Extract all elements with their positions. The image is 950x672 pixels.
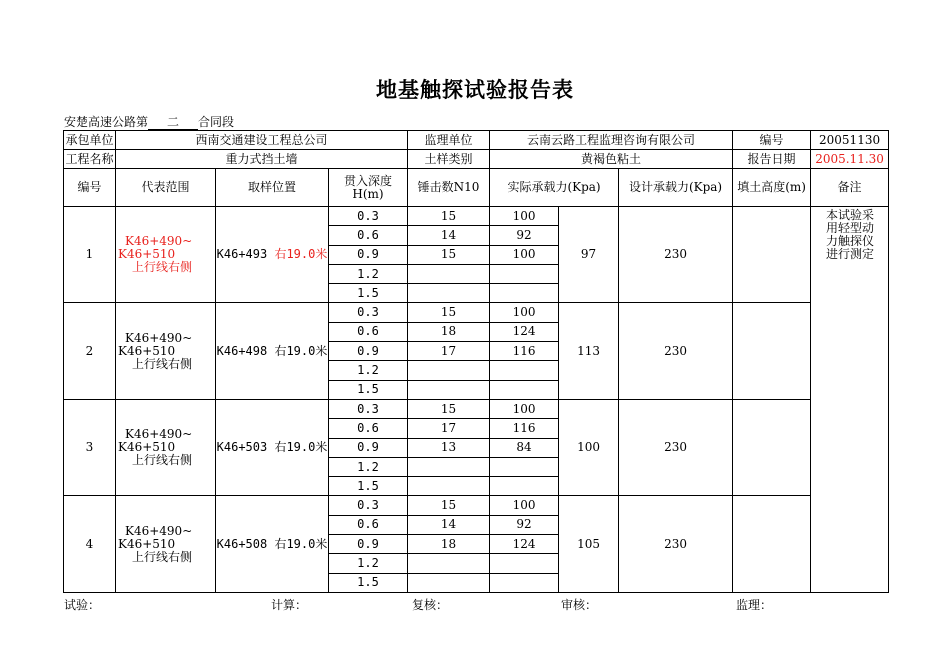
measured-capacity: 100 — [490, 399, 559, 418]
col-header-actual-capacity: 实际承载力(Kpa) — [490, 169, 619, 207]
sample-location — [216, 303, 329, 399]
footer-calc: 计算： — [271, 598, 308, 612]
blow-count — [408, 361, 490, 380]
penetration-depth: 1.2 — [329, 361, 408, 380]
actual-capacity: 113 — [559, 303, 619, 399]
table-row — [64, 496, 889, 515]
col-header-remark: 备注 — [811, 169, 889, 207]
footer-supervise: 监理： — [736, 598, 773, 612]
info-row-2 — [64, 150, 889, 169]
test-point-number: 4 — [64, 496, 116, 592]
blow-count: 17 — [408, 342, 490, 361]
measured-capacity — [490, 361, 559, 380]
fill-height — [733, 496, 811, 592]
blow-count: 18 — [408, 535, 490, 554]
blow-count: 15 — [408, 207, 490, 226]
blow-count: 14 — [408, 226, 490, 245]
report-title: 地基触探试验报告表 — [376, 77, 574, 102]
blow-count: 18 — [408, 322, 490, 341]
measured-capacity: 92 — [490, 226, 559, 245]
blow-count — [408, 380, 490, 399]
col-header-fill-height: 填土高度(m) — [733, 169, 811, 207]
design-capacity: 230 — [619, 207, 733, 303]
column-header-row — [64, 169, 889, 207]
measured-capacity: 116 — [490, 342, 559, 361]
penetration-depth: 1.5 — [329, 477, 408, 496]
range-side: 上行线右侧 — [132, 453, 193, 468]
measured-capacity — [490, 380, 559, 399]
fill-height — [733, 207, 811, 303]
footer-audit: 审核： — [561, 598, 598, 612]
range-side: 上行线右侧 — [132, 260, 193, 275]
table-row — [64, 303, 889, 322]
soil-type-value: 黄褐色粘土 — [490, 150, 733, 169]
location-station: K46+498 — [216, 343, 268, 358]
sample-location — [216, 207, 329, 303]
range-start: K46+490~ — [125, 234, 193, 249]
blow-count: 15 — [408, 303, 490, 322]
section-number: 二 — [148, 116, 198, 130]
design-capacity: 230 — [619, 496, 733, 592]
location-offset: 右19.0米 — [274, 247, 328, 262]
test-report-table — [63, 130, 889, 593]
range-start: K46+490~ — [125, 427, 193, 442]
penetration-depth: 0.6 — [329, 226, 408, 245]
location-station: K46+493 — [216, 247, 268, 262]
blow-count — [408, 284, 490, 303]
penetration-depth: 0.6 — [329, 419, 408, 438]
penetration-depth: 1.5 — [329, 573, 408, 592]
sample-location — [216, 399, 329, 495]
representative-range — [116, 207, 216, 303]
measured-capacity — [490, 457, 559, 476]
range-side: 上行线右侧 — [132, 356, 193, 371]
blow-count — [408, 573, 490, 592]
measured-capacity: 100 — [490, 245, 559, 264]
contractor-label: 承包单位 — [64, 131, 116, 150]
test-point-number: 3 — [64, 399, 116, 495]
range-end: K46+510 — [118, 536, 176, 551]
col-header-depth: 贯入深度H(m) — [329, 169, 408, 207]
penetration-depth: 0.6 — [329, 322, 408, 341]
measured-capacity: 92 — [490, 515, 559, 534]
table-row — [64, 207, 889, 226]
measured-capacity — [490, 554, 559, 573]
measured-capacity: 124 — [490, 322, 559, 341]
supervisor-label: 监理单位 — [408, 131, 490, 150]
footer-review: 复核： — [412, 598, 449, 612]
penetration-depth: 0.3 — [329, 207, 408, 226]
blow-count: 13 — [408, 438, 490, 457]
col-header-blows: 锤击数N10 — [408, 169, 490, 207]
design-capacity: 230 — [619, 399, 733, 495]
actual-capacity: 100 — [559, 399, 619, 495]
col-header-design-capacity: 设计承载力(Kpa) — [619, 169, 733, 207]
range-start: K46+490~ — [125, 330, 193, 345]
soil-type-label: 土样类别 — [408, 150, 490, 169]
penetration-depth: 1.5 — [329, 380, 408, 399]
table-row — [64, 399, 889, 418]
penetration-depth: 0.9 — [329, 535, 408, 554]
measured-capacity — [490, 284, 559, 303]
blow-count: 15 — [408, 399, 490, 418]
supervisor-value: 云南云路工程监理咨询有限公司 — [490, 131, 733, 150]
penetration-depth: 1.2 — [329, 264, 408, 283]
project-name-value: 重力式挡土墙 — [116, 150, 408, 169]
fill-height — [733, 399, 811, 495]
measured-capacity: 100 — [490, 207, 559, 226]
blow-count: 15 — [408, 496, 490, 515]
test-point-number: 1 — [64, 207, 116, 303]
location-offset: 右19.0米 — [274, 536, 328, 551]
col-header-location: 取样位置 — [216, 169, 329, 207]
measured-capacity: 116 — [490, 419, 559, 438]
contractor-value: 西南交通建设工程总公司 — [116, 131, 408, 150]
penetration-depth: 0.3 — [329, 303, 408, 322]
fill-height — [733, 303, 811, 399]
measured-capacity: 100 — [490, 496, 559, 515]
penetration-depth: 0.9 — [329, 342, 408, 361]
range-end: K46+510 — [118, 247, 176, 262]
measured-capacity — [490, 264, 559, 283]
col-header-no: 编号 — [64, 169, 116, 207]
test-point-number: 2 — [64, 303, 116, 399]
project-prefix: 安楚高速公路第 — [64, 115, 149, 129]
measured-capacity: 100 — [490, 303, 559, 322]
range-end: K46+510 — [118, 343, 176, 358]
range-start: K46+490~ — [125, 523, 193, 538]
measured-capacity: 124 — [490, 535, 559, 554]
project-suffix: 合同段 — [198, 115, 235, 129]
actual-capacity: 105 — [559, 496, 619, 592]
penetration-depth: 0.3 — [329, 496, 408, 515]
blow-count — [408, 457, 490, 476]
penetration-depth: 0.3 — [329, 399, 408, 418]
location-offset: 右19.0米 — [274, 343, 328, 358]
location-station: K46+503 — [216, 440, 268, 455]
report-date-label: 报告日期 — [733, 150, 811, 169]
penetration-depth: 0.9 — [329, 438, 408, 457]
blow-count: 15 — [408, 245, 490, 264]
measured-capacity — [490, 573, 559, 592]
location-station: K46+508 — [216, 536, 268, 551]
measured-capacity — [490, 477, 559, 496]
representative-range — [116, 496, 216, 592]
col-header-range: 代表范围 — [116, 169, 216, 207]
number-value: 20051130 — [811, 131, 889, 150]
representative-range — [116, 303, 216, 399]
blow-count: 17 — [408, 419, 490, 438]
blow-count — [408, 554, 490, 573]
report-date-value: 2005.11.30 — [811, 150, 889, 169]
sample-location — [216, 496, 329, 592]
measured-capacity: 84 — [490, 438, 559, 457]
location-offset: 右19.0米 — [274, 440, 328, 455]
penetration-depth: 0.6 — [329, 515, 408, 534]
number-label: 编号 — [733, 131, 811, 150]
project-name-label: 工程名称 — [64, 150, 116, 169]
blow-count — [408, 477, 490, 496]
range-end: K46+510 — [118, 440, 176, 455]
info-row-1 — [64, 131, 889, 150]
actual-capacity: 97 — [559, 207, 619, 303]
penetration-depth: 1.2 — [329, 457, 408, 476]
representative-range — [116, 399, 216, 495]
blow-count — [408, 264, 490, 283]
penetration-depth: 0.9 — [329, 245, 408, 264]
range-side: 上行线右侧 — [132, 549, 193, 564]
footer-test: 试验： — [64, 598, 101, 612]
remark-cell — [811, 207, 889, 593]
design-capacity: 230 — [619, 303, 733, 399]
blow-count: 14 — [408, 515, 490, 534]
penetration-depth: 1.5 — [329, 284, 408, 303]
contract-section-line — [64, 113, 234, 130]
remark-text: 本试验采用轻型动力触探仪进行测定 — [826, 208, 875, 261]
penetration-depth: 1.2 — [329, 554, 408, 573]
